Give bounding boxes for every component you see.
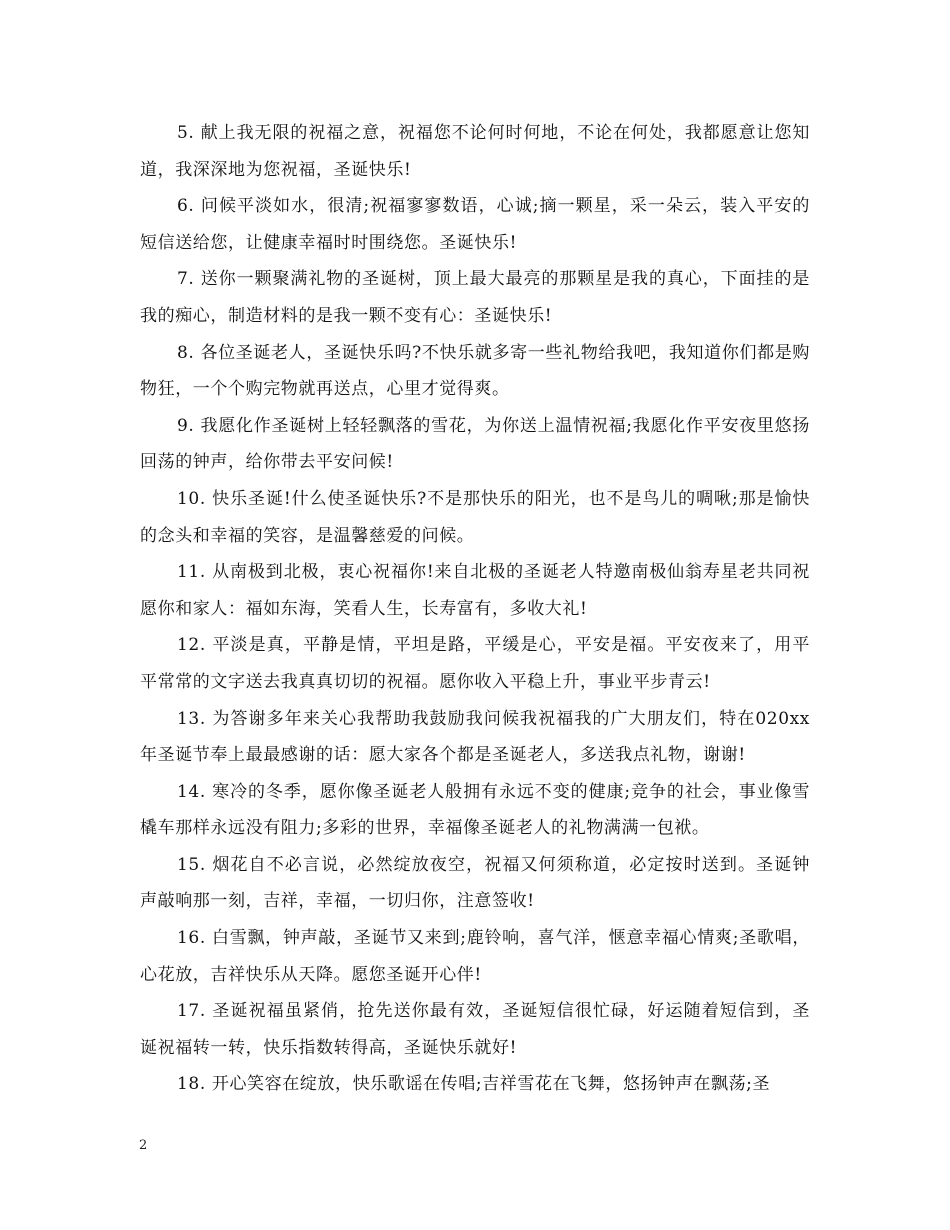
paragraph-9: 9. 我愿化作圣诞树上轻轻飘落的雪花，为你送上温情祝福;我愿化作平安夜里悠扬回荡的钟声，给你带去平安问候! <box>140 415 810 473</box>
document-body <box>140 115 810 1103</box>
paragraph-16: 16. 白雪飘，钟声敲，圣诞节又来到;鹿铃响，喜气洋，惬意幸福心情爽;圣歌唱，心花放，吉祥快乐从天降。愿您圣诞开心伴! <box>140 928 810 985</box>
paragraph-15: 15. 烟花自不必言说，必然绽放夜空，祝福又何须称道，必定按时送到。圣诞钟声敲响那一刻，吉祥，幸福，一切归你，注意签收! <box>140 854 810 912</box>
paragraph-7: 7. 送你一颗聚满礼物的圣诞树，顶上最大最亮的那颗星是我的真心，下面挂的是我的痴心，制造材料的是我一颗不变有心：圣诞快乐! <box>140 269 810 326</box>
paragraph-11: 11. 从南极到北极，衷心祝福你!来自北极的圣诞老人特邀南极仙翁寿星老共同祝愿你和家人：福如东海，笑看人生，长寿富有，多收大礼! <box>140 562 810 619</box>
page-number: 2 <box>139 1138 148 1153</box>
paragraph-18: 18. 开心笑容在绽放，快乐歌谣在传唱;吉祥雪花在飞舞，悠扬钟声在飘荡;圣 <box>177 1074 771 1095</box>
paragraph-8: 8. 各位圣诞老人，圣诞快乐吗?不快乐就多寄一些礼物给我吧，我知道你们都是购物狂，一个个购完物就再送点，心里才觉得爽。 <box>140 342 810 400</box>
paragraph-14: 14. 寒冷的冬季，愿你像圣诞老人般拥有永远不变的健康;竞争的社会，事业像雪橇车那样永远没有阻力;多彩的世界，幸福像圣诞老人的礼物满满一包袱。 <box>140 781 810 839</box>
paragraph-13: 13. 为答谢多年来关心我帮助我鼓励我问候我祝福我的广大朋友们，特在020xx年圣诞节奉上最最感谢的话：愿大家各个都是圣诞老人，多送我点礼物，谢谢! <box>140 708 810 766</box>
paragraph-5: 5. 献上我无限的祝福之意，祝福您不论何时何地，不论在何处，我都愿意让您知道，我深深地为您祝福，圣诞快乐! <box>140 123 810 180</box>
paragraph-17: 17. 圣诞祝福虽紧俏，抢先送你最有效，圣诞短信很忙碌，好运随着短信到，圣诞祝福转一转，快乐指数转得高，圣诞快乐就好! <box>140 1001 810 1058</box>
paragraph-12: 12. 平淡是真，平静是情，平坦是路，平缓是心，平安是福。平安夜来了，用平平常常的文字送去我真真切切的祝福。愿你收入平稳上升，事业平步青云! <box>140 635 810 692</box>
paragraph-10: 10. 快乐圣诞!什么使圣诞快乐?不是那快乐的阳光，也不是鸟儿的啁啾;那是愉快的念头和幸福的笑容，是温馨慈爱的问候。 <box>140 488 810 546</box>
paragraph-6: 6. 问候平淡如水，很清;祝福寥寥数语，心诚;摘一颗星，采一朵云，装入平安的短信送给您，让健康幸福时时围绕您。圣诞快乐! <box>140 196 810 253</box>
